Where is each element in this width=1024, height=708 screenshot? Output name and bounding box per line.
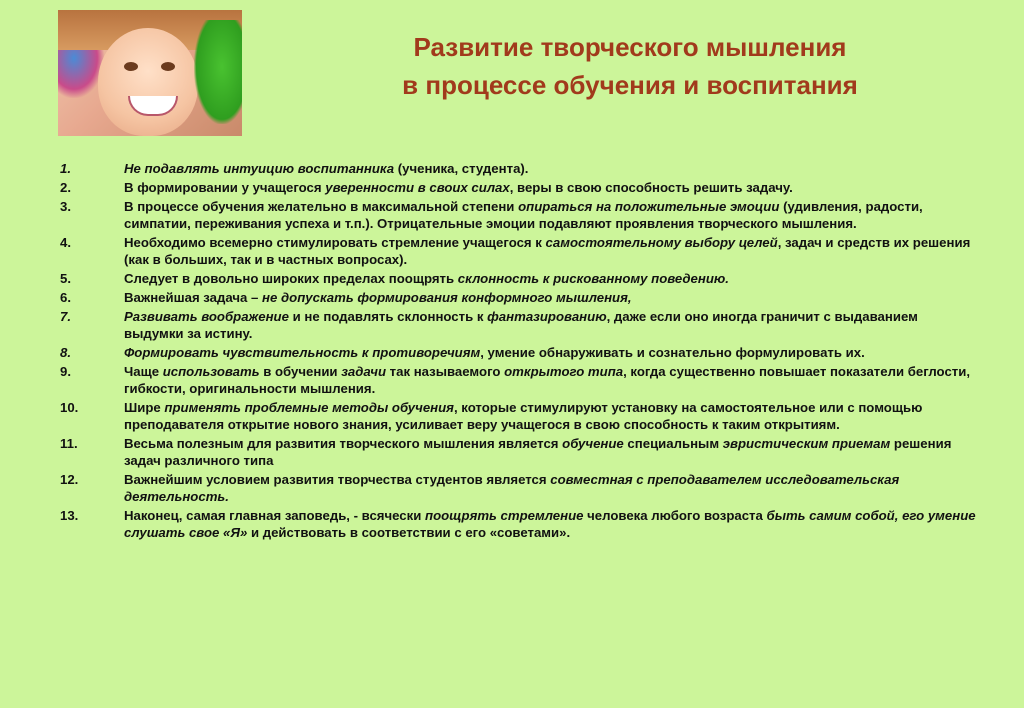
plain-text: (удивления, радости, симпатии, переживания успеха и т.п.). Отрицательные эмоции подавляют проявления творческого мышления. bbox=[124, 199, 923, 231]
plain-text: Весьма полезным для развития творческого мышления является bbox=[124, 436, 563, 451]
plain-text: , которые стимулируют установку на самостоятельное или с помощью преподавателя открытие нового знания, усиливает веру учащегося в свою способность к таким открытиям. bbox=[124, 400, 923, 432]
plain-text: решения задач различного типа bbox=[124, 436, 952, 468]
slide-title bbox=[300, 28, 960, 104]
list-item-text bbox=[124, 344, 980, 361]
emphasis-text: быть самим собой, его умение слушать свое «Я» bbox=[124, 508, 976, 540]
list-item-text bbox=[124, 471, 980, 505]
emphasis-text: совместная с преподавателем исследовательская деятельность. bbox=[124, 472, 900, 504]
list-item-text bbox=[124, 270, 980, 287]
list-item-number: 11. bbox=[60, 436, 78, 451]
emphasis-text: самостоятельному выбору целей bbox=[545, 235, 778, 250]
list-item bbox=[60, 308, 980, 342]
plain-text: Важнейшая задача – bbox=[124, 290, 263, 305]
plain-text: , задач и средств их решения (как в больших, так и в частных вопросах). bbox=[124, 235, 971, 267]
list-item-number: 13. bbox=[60, 508, 79, 523]
list-item-number: 6. bbox=[60, 290, 71, 305]
plain-text: специальным bbox=[623, 436, 723, 451]
plain-text: В формировании у учащегося bbox=[124, 180, 326, 195]
emphasis-text: фантазированию bbox=[487, 309, 607, 324]
list-item bbox=[60, 198, 980, 232]
emphasis-text: применять проблемные методы обучения bbox=[164, 400, 454, 415]
list-item bbox=[60, 179, 980, 196]
green-paint-hand bbox=[194, 20, 242, 124]
list-item bbox=[60, 363, 980, 397]
emphasis-text: обучение bbox=[562, 436, 624, 451]
plain-text: в обучении bbox=[259, 364, 342, 379]
emphasis-text: склонность к рискованному поведению. bbox=[457, 271, 729, 286]
plain-text: Наконец, самая главная заповедь, - всячески bbox=[124, 508, 426, 523]
child-face bbox=[98, 28, 198, 136]
list-item-text bbox=[124, 198, 980, 232]
plain-text: человека любого возраста bbox=[583, 508, 767, 523]
list-item-text bbox=[124, 308, 980, 342]
child-painted-hands-photo bbox=[58, 10, 242, 136]
plain-text: и действовать в соответствии с его «советами». bbox=[247, 525, 571, 540]
list-item-number: 3. bbox=[60, 199, 71, 214]
emphasis-text: не допускать формирования конформного мышления, bbox=[262, 290, 632, 305]
left-eye bbox=[124, 62, 138, 71]
list-item bbox=[60, 399, 980, 433]
emphasis-text: задачи bbox=[341, 364, 386, 379]
list-item-number: 4. bbox=[60, 235, 71, 250]
list-item-number: 8. bbox=[60, 345, 71, 360]
list-item-text bbox=[124, 289, 980, 306]
emphasis-text: открытого типа bbox=[504, 364, 624, 379]
list-item bbox=[60, 507, 980, 541]
list-item-text bbox=[124, 160, 980, 177]
list-item-number: 5. bbox=[60, 271, 71, 286]
right-eye bbox=[161, 62, 175, 71]
list-item-text bbox=[124, 399, 980, 433]
list-item bbox=[60, 160, 980, 177]
list-item-number: 9. bbox=[60, 364, 71, 379]
list-item-text bbox=[124, 507, 980, 541]
plain-text: Необходимо всемерно стимулировать стремление учащегося к bbox=[124, 235, 546, 250]
list-item-text bbox=[124, 363, 980, 397]
plain-text: и не подавлять склонность к bbox=[288, 309, 488, 324]
plain-text: так называемого bbox=[386, 364, 505, 379]
list-item-number: 12. bbox=[60, 472, 79, 487]
list-item-text bbox=[124, 179, 980, 196]
plain-text: В процессе обучения желательно в максимальной степени bbox=[124, 199, 519, 214]
title-line-1: Развитие творческого мышления bbox=[413, 32, 847, 62]
plain-text: Важнейшим условием развития творчества студентов является bbox=[124, 472, 551, 487]
list-item-number: 2. bbox=[60, 180, 71, 195]
list-item bbox=[60, 234, 980, 268]
list-item-number: 1. bbox=[60, 161, 71, 176]
list-item-text bbox=[124, 435, 980, 469]
list-item bbox=[60, 471, 980, 505]
list-item-number: 10. bbox=[60, 400, 79, 415]
list-item bbox=[60, 435, 980, 469]
plain-text: Чаще bbox=[124, 364, 163, 379]
plain-text: , когда существенно повышает показатели беглости, гибкости, оригинальности мышления. bbox=[124, 364, 971, 396]
emphasis-text: Развивать воображение bbox=[124, 309, 289, 324]
list-item bbox=[60, 289, 980, 306]
rules-list bbox=[60, 160, 980, 543]
emphasis-text: эвристическим приемам bbox=[722, 436, 891, 451]
plain-text: Шире bbox=[124, 400, 165, 415]
emphasis-text: опираться на положительные эмоции bbox=[518, 199, 780, 214]
emphasis-text: Формировать чувствительность к противоречиям bbox=[124, 345, 481, 360]
plain-text: Следует в довольно широких пределах поощрять bbox=[124, 271, 458, 286]
emphasis-text: поощрять стремление bbox=[425, 508, 584, 523]
list-item bbox=[60, 270, 980, 287]
plain-text: , умение обнаруживать и сознательно формулировать их. bbox=[480, 345, 865, 360]
plain-text: (ученика, студента). bbox=[394, 161, 529, 176]
plain-text: , веры в свою способность решить задачу. bbox=[509, 180, 793, 195]
plain-text: , даже если оно иногда граничит с выдаванием выдумки за истину. bbox=[124, 309, 918, 341]
list-item bbox=[60, 344, 980, 361]
list-item-text bbox=[124, 234, 980, 268]
emphasis-text: использовать bbox=[162, 364, 260, 379]
emphasis-text: Не подавлять интуицию воспитанника bbox=[124, 161, 395, 176]
title-line-2: в процессе обучения и воспитания bbox=[402, 70, 858, 100]
emphasis-text: уверенности в своих силах bbox=[325, 180, 510, 195]
list-item-number: 7. bbox=[60, 309, 71, 324]
